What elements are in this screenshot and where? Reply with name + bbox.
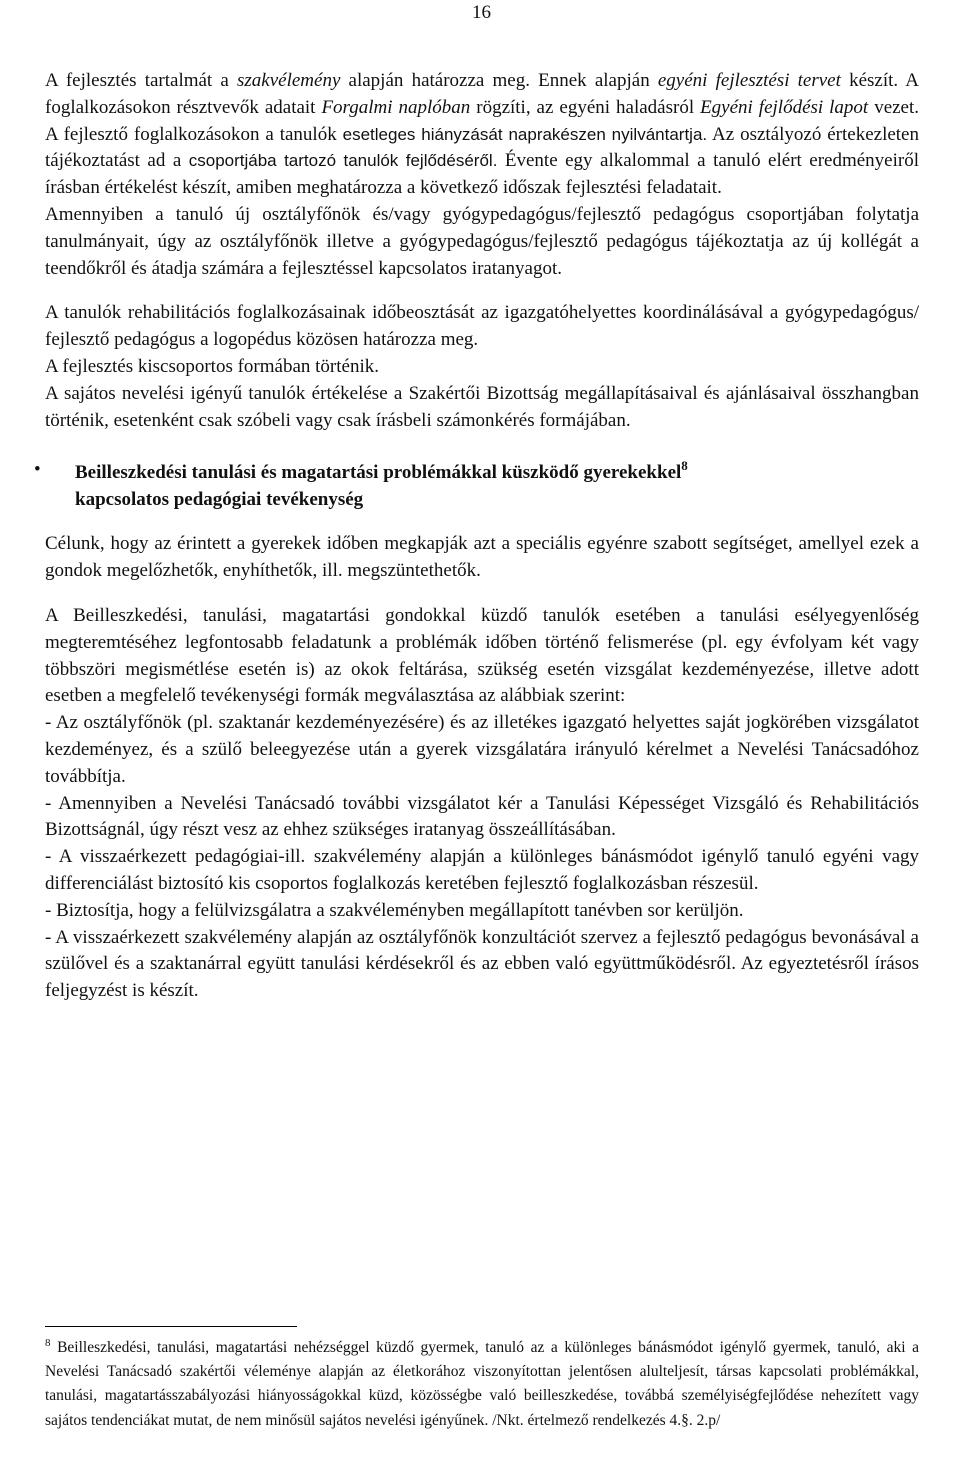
text-run: alapján határozza meg. Ennek alapján — [340, 70, 658, 91]
text-run: vezet. A fejlesztő foglalkozásokon a tanulók — [45, 96, 920, 145]
heading-text: Beilleszkedési tanulási és magatartási problémákkal küszködő gyerekekkel — [75, 462, 682, 484]
footnote-number: 8 — [45, 1337, 51, 1349]
paragraph-small-group: A fejlesztés kiscsoportos formában történik. — [45, 355, 380, 377]
emphasis-progress-sheet: Egyéni fejlődési lapot — [700, 96, 869, 118]
text-run-sans: csoportjába tartozó tanulók fejlődéséről. — [188, 151, 498, 171]
footnote-text: Beilleszkedési, tanulási, magatartási nehézséggel küzdő gyermek, tanuló az a különleges bánásmódot igénylő gyermek, tanuló, aki a Nevelési Tanácsadó szakértői véleménye alapján az életkorához viszonyítottan jelentősen alulteljesít, társas kapcsolati problémákkal, tanulási, magatartásszabályozási hiányosságokkal küzd, közösségbe való beilleszkedése, továbbá személyiségfejlődése nehezített vagy sajátos tendenciákat mutat, de nem minősül sajátos nevelési igényűnek. /Nkt. értelmező rendelkezés 4.§. 2.p/ — [45, 1339, 919, 1429]
page-number: 16 — [472, 2, 491, 23]
emphasis-expert-opinion: szakvélemény — [236, 70, 341, 91]
paragraph-goal: Célunk, hogy az érintett a gyerekek időben megkapják azt a speciális egyénre szabott segítséget, amellyel ezek a gondok megelőzhetők, enyhíthetők, ill. megszüntethetők. — [45, 533, 919, 582]
list-item: - A visszaérkezett pedagógiai-ill. szakvélemény alapján a különleges bánásmódot igénylő tanuló egyéni vagy differenciálást biztosító kis csoportos foglalkozás keretében fejlesztő foglalkozásban részesül. — [45, 846, 919, 894]
page-body — [34, 68, 920, 1005]
list-item: - Amennyiben a Nevelési Tanácsadó további vizsgálatot kér a Tanulási Képességet Vizsgáló és Rehabilitációs Bizottságnál, úgy részt vesz az ehhez szükséges iratanyag összeállításában. — [45, 792, 919, 841]
list-item: - A visszaérkezett szakvélemény alapján az osztályfőnök konzultációt szervez a fejlesztő pedagógus bevonásával a szülővel és a szaktanárral együtt tanulási kérdésekről és az ebben való együttműködésről. Az egyeztetésről írásos feljegyzést is készít. — [45, 926, 919, 1002]
list-item: - Az osztályfőnök (pl. szaktanár kezdeményezésére) és az illetékes igazgató helyettes saját jogkörében vizsgálatot kezdeményez, és a szülő beleegyezése után a gyerek vizsgálatára irányuló kérelmet a Nevelési Tanácsadóhoz továbbítja. — [45, 712, 919, 787]
footnote-ref: 8 — [681, 458, 688, 474]
text-run: Az osztályozó értekezleten tájékoztatást ad a — [45, 123, 919, 172]
text-run: készít. A foglalkozásokon résztvevők adatait — [45, 70, 919, 118]
footnote — [45, 1336, 919, 1433]
list-item: - Biztosítja, hogy a felülvizsgálatra a szakvéleményben megállapított tanévben sor kerüljön. — [45, 899, 744, 921]
section-heading — [34, 458, 919, 513]
paragraph-development-content — [45, 68, 919, 202]
dash-list — [45, 710, 919, 1005]
emphasis-individual-plan: egyéni fejlesztési tervet — [657, 70, 841, 91]
bullet-icon: • — [34, 459, 41, 481]
paragraph-rehabilitation-schedule: A tanulók rehabilitációs foglalkozásainak időbeosztását az igazgatóhelyettes koordinálásával a gyógypedagógus/ fejlesztő pedagógus a logopédus közösen határozza meg. — [45, 302, 919, 351]
paragraph-new-teacher: Amennyiben a tanuló új osztályfőnök és/vagy gyógypedagógus/fejlesztő pedagógus csoportjában folytatja tanulmányait, úgy az osztályfőnök illetve a gyógypedagógus/fejlesztő pedagógus tájékoztatja az új kollégát a teendőkről és átadja számára a fejlesztéssel kapcsolatos iratanyagot. — [45, 203, 919, 279]
paragraph-sen-evaluation: A sajátos nevelési igényű tanulók értékelése a Szakértői Bizottság megállapításaival és ajánlásaival összhangban történik, esetenként csak szóbeli vagy csak írásbeli számonkérés formájában. — [45, 382, 919, 431]
text-run: A fejlesztés tartalmát a — [45, 70, 237, 91]
text-run: rögzíti, az egyéni haladásról — [470, 96, 701, 118]
heading-text-line2: kapcsolatos pedagógiai tevékenység — [75, 489, 364, 511]
text-run: Évente egy alkalommal a tanuló elért eredményeiről írásban értékelést készít, amiben meghatározza a következő időszak fejlesztési feladatait. — [45, 150, 919, 199]
text-run-sans: esetleges hiányzását naprakészen nyilvántartja. — [342, 124, 708, 144]
emphasis-log: Forgalmi naplóban — [321, 96, 471, 118]
paragraph-tasks: A Beilleszkedési, tanulási, magatartási gondokkal küzdő tanulók esetében a tanulási esélyegyenlőség megteremtéséhez legfontosabb feladatunk a problémák időben történő felismerése (pl. egy évfolyam két vagy többszöri megismétlése esetén is) az okok feltárása, szükség esetén vizsgálat kezdeményezése, illetve adott esetben a megfelelő tevékenységi formák megválasztása az alábbiak szerint: — [45, 604, 919, 707]
footnote-separator — [45, 1326, 297, 1327]
